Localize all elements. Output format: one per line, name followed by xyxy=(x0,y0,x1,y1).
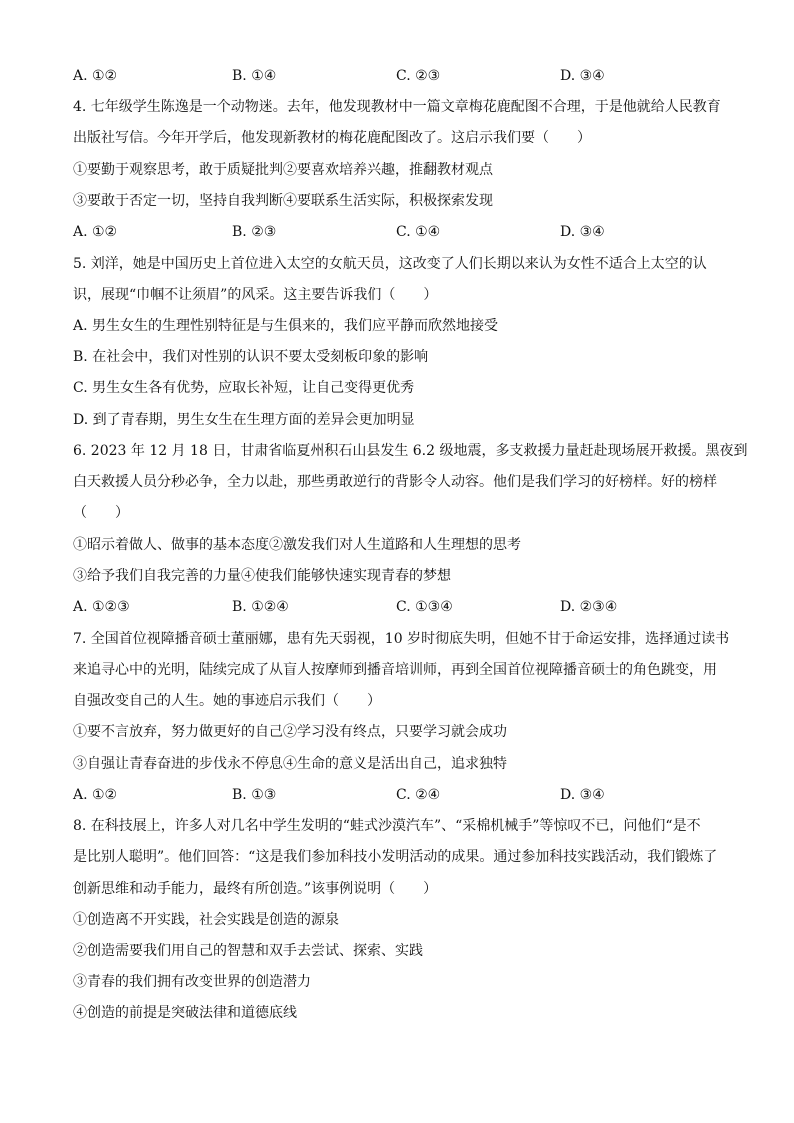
q7-statement: ①要不言放弃，努力做更好的自己②学习没有终点，只要学习就会成功 xyxy=(73,724,507,740)
q5-stem-line: 5. 刘洋，她是中国历史上首位进入太空的女航天员，这改变了人们长期以来认为女性不适合上太空的认 xyxy=(73,256,707,272)
q7-option-d[interactable]: D. ③④ xyxy=(560,787,605,803)
q6-stem-line: （ ） xyxy=(73,505,129,521)
q7-stem-line: 来追寻心中的光明，陆续完成了从盲人按摩师到播音培训师，再到全国首位视障播音硕士的角色跳变，用 xyxy=(73,662,717,678)
q5-option-d[interactable]: D. 到了青春期，男生女生在生理方面的差异会更加明显 xyxy=(73,412,415,428)
q7-option-b[interactable]: B. ①③ xyxy=(232,787,277,803)
q8-statement: ③青春的我们拥有改变世界的创造潜力 xyxy=(73,974,311,990)
q6-option-d[interactable]: D. ②③④ xyxy=(560,599,618,615)
q7-option-c[interactable]: C. ②④ xyxy=(396,787,441,803)
q4-stem-line: 4. 七年级学生陈逸是一个动物迷。去年，他发现教材中一篇文章梅花鹿配图不合理，于是他就给人民教育 xyxy=(73,99,721,115)
q4-option-a[interactable]: A. ①② xyxy=(73,224,118,240)
q3-option-c[interactable]: C. ②③ xyxy=(396,68,441,84)
q4-option-d[interactable]: D. ③④ xyxy=(560,224,605,240)
q7-statement: ③自强让青春奋进的步伐永不停息④生命的意义是活出自己，追求独特 xyxy=(73,756,507,772)
q7-stem-line: 自强改变自己的人生。她的事迹启示我们（ ） xyxy=(73,693,381,709)
q4-option-c[interactable]: C. ①④ xyxy=(396,224,441,240)
q6-option-c[interactable]: C. ①③④ xyxy=(396,599,453,615)
q5-option-b[interactable]: B. 在社会中，我们对性别的认识不要太受刻板印象的影响 xyxy=(73,349,429,365)
q4-statement: ③要敢于否定一切，坚持自我判断④要联系生活实际，积极探索发现 xyxy=(73,193,493,209)
q8-stem-line: 8. 在科技展上，许多人对几名中学生发明的“蛙式沙漠汽车”、“采棉机械手”等惊叹不已，问他们“是不 xyxy=(73,818,701,834)
q8-statement: ④创造的前提是突破法律和道德底线 xyxy=(73,1005,297,1021)
q6-stem-line: 6. 2023 年 12 月 18 日，甘肃省临夏州积石山县发生 6.2 级地震，多支救援力量赶赴现场展开救援。黑夜到 xyxy=(73,443,748,459)
q4-option-b[interactable]: B. ②③ xyxy=(232,224,277,240)
q6-option-b[interactable]: B. ①②④ xyxy=(232,599,289,615)
q4-statement: ①要勤于观察思考，敢于质疑批判②要喜欢培养兴趣，推翻教材观点 xyxy=(73,162,493,178)
q7-stem-line: 7. 全国首位视障播音硕士董丽娜，患有先天弱视，10 岁时彻底失明，但她不甘于命运安排，选择通过读书 xyxy=(73,631,730,647)
q6-statement: ①昭示着做人、做事的基本态度②激发我们对人生道路和人生理想的思考 xyxy=(73,537,521,553)
q3-option-b[interactable]: B. ①④ xyxy=(232,68,277,84)
q7-option-a[interactable]: A. ①② xyxy=(73,787,118,803)
q6-stem-line: 白天救援人员分秒必争，全力以赴，那些勇敢逆行的背影令人动容。他们是我们学习的好榜样。好的榜样 xyxy=(73,474,717,490)
q3-option-a[interactable]: A. ①② xyxy=(73,68,118,84)
q3-option-d[interactable]: D. ③④ xyxy=(560,68,605,84)
q8-stem-line: 创新思维和动手能力，最终有所创造。”该事例说明（ ） xyxy=(73,881,438,897)
q8-stem-line: 是比别人聪明”。他们回答：“这是我们参加科技小发明活动的成果。通过参加科技实践活动，我们锻炼了 xyxy=(73,849,718,865)
q5-stem-line: 识，展现“巾帼不让须眉”的风采。这主要告诉我们（ ） xyxy=(73,287,438,303)
q5-option-c[interactable]: C. 男生女生各有优势，应取长补短，让自己变得更优秀 xyxy=(73,380,415,396)
q8-statement: ②创造需要我们用自己的智慧和双手去尝试、探索、实践 xyxy=(73,943,423,959)
q5-option-a[interactable]: A. 男生女生的生理性别特征是与生俱来的，我们应平静而欣然地接受 xyxy=(73,318,499,334)
q6-statement: ③给予我们自我完善的力量④使我们能够快速实现青春的梦想 xyxy=(73,568,451,584)
q4-stem-line: 出版社写信。今年开学后，他发现新教材的梅花鹿配图改了。这启示我们要（ ） xyxy=(73,130,591,146)
q8-statement: ①创造离不开实践，社会实践是创造的源泉 xyxy=(73,912,339,928)
q6-option-a[interactable]: A. ①②③ xyxy=(73,599,130,615)
